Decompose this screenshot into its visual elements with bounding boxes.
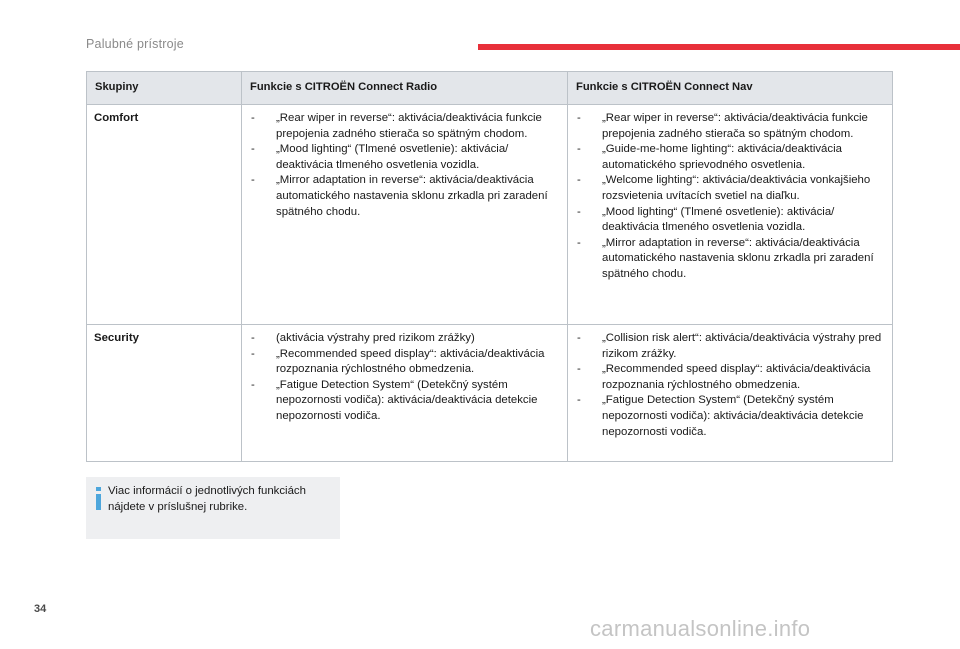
info-note: [86, 477, 340, 539]
header-accent-bar: [478, 44, 960, 50]
section-title: Palubné prístroje: [86, 37, 184, 51]
category-cell: [87, 105, 242, 325]
table-header-row: [87, 72, 893, 105]
list-item: - „Mood lighting“ (Tlmené osvetlenie): aktivácia/ deaktivácia tlmeného osvetlenia vozidla.: [251, 143, 509, 171]
table-row-security: [87, 325, 893, 462]
info-text: Viac informácií o jednotlivých funkciách nájdete v príslušnej rubrike.: [108, 485, 306, 513]
column-header-radio: Funkcie s CITROËN Connect Radio: [242, 72, 568, 105]
table-row-comfort: [87, 105, 893, 325]
column-header-nav: Funkcie s CITROËN Connect Nav: [568, 72, 893, 105]
page-number: 34: [34, 603, 47, 615]
list-item: - „Rear wiper in reverse“: aktivácia/deaktivácia funkcie prepojenia zadného stierača so spätným chodom.: [251, 112, 542, 140]
nav-functions-cell: [568, 325, 893, 462]
category-label: Comfort: [94, 112, 139, 124]
nav-functions-cell: [568, 105, 893, 325]
list-item: - „Recommended speed display“: aktivácia/deaktivácia rozpoznania rýchlostného obmedzenia.: [577, 363, 871, 391]
list-item: - „Mirror adaptation in reverse“: aktivácia/deaktivácia automatického nastavenia sklonu zrkadla pri zaradení spätného chodu.: [577, 236, 874, 280]
radio-functions-cell: [242, 325, 568, 462]
column-header-groups: Skupiny: [87, 72, 242, 105]
category-cell: [87, 325, 242, 462]
list-item: - „Fatigue Detection System“ (Detekčný systém nepozornosti vodiča): aktivácia/deaktivácia detekcie nepozornosti vodiča.: [251, 378, 538, 422]
watermark: carmanualsonline.info: [590, 616, 811, 641]
category-label: Security: [94, 332, 139, 344]
list-item: - „Welcome lighting“: aktivácia/deaktivácia vonkajšieho rozsvietenia uvítacích svetiel na diaľku.: [577, 174, 871, 202]
list-item: - „Mirror adaptation in reverse“: aktivácia/deaktivácia automatického nastavenia sklonu zrkadla pri zaradení spätného chodu.: [251, 174, 548, 218]
list-item: - „Fatigue Detection System“ (Detekčný systém nepozornosti vodiča): aktivácia/deaktivácia detekcie nepozornosti vodiča.: [577, 394, 864, 438]
list-item: - „Recommended speed display“: aktivácia/deaktivácia rozpoznania rýchlostného obmedzenia.: [251, 347, 545, 376]
list-item: - (aktivácia výstrahy pred rizikom zrážky): [251, 332, 475, 344]
info-icon: [96, 487, 101, 510]
list-item: - „Guide-me-home lighting“: aktivácia/deaktivácia automatického sprievodného osvetlenia.: [577, 143, 842, 171]
list-item: - „Rear wiper in reverse“: aktivácia/deaktivácia funkcie prepojenia zadného stierača so spätným chodom.: [577, 112, 868, 140]
list-item: - „Mood lighting“ (Tlmené osvetlenie): aktivácia/ deaktivácia tlmeného osvetlenia vozidla.: [577, 205, 835, 234]
radio-functions-cell: [242, 105, 568, 325]
list-item: - „Collision risk alert“: aktivácia/deaktivácia výstrahy pred rizikom zrážky.: [577, 332, 882, 360]
functions-table: [86, 71, 893, 462]
